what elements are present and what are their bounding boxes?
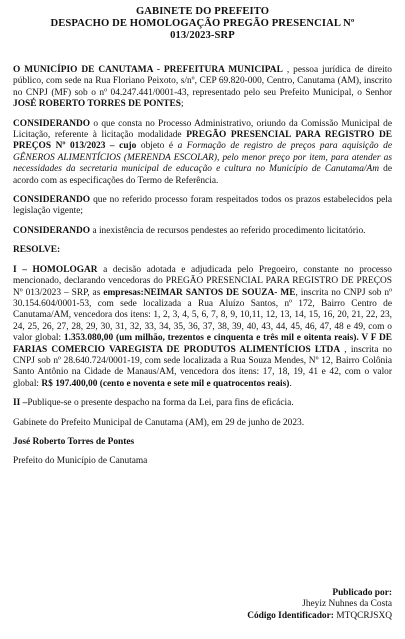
published-by-label: Publicado por:	[332, 588, 392, 598]
resolution-item-2	[13, 398, 392, 409]
consider-keyword: CONSIDERANDO	[13, 225, 91, 236]
consider-text: o que consta no Processo Administrativo, oriundo da Comissão Municipal de Licitação, referente à licitação modalidade	[13, 118, 392, 141]
resolve-heading	[13, 245, 392, 256]
resolution-text: , inscrita no CNPJ sob nº 28.640.724/0001-19, com sede localizada a Rua Souza Mendes, Nº 12, Bairro Colônia Santo Antônio na Cidade de Manaus/AM, vencedora dos itens: 17, 18, 19, 41 e 42, com o valor global:	[13, 344, 392, 389]
signature-role: Prefeito do Município de Canutama	[13, 456, 148, 467]
company-1-value-and-company-2-name: 1.353.080,00 (um milhão, trezentos e cinquenta e três mil e oitenta reais). V F DE FARIAS COMERCIO VAREGISTA DE PRODUTOS ALIMENTÍCIOS LTDA	[13, 333, 392, 355]
code-label: Código Identificador:	[247, 610, 334, 621]
resolve-label: RESOLVE:	[13, 245, 61, 256]
consider-paragraph-3	[13, 226, 392, 237]
header-line-2: DESPACHO DE HOMOLOGAÇÃO PREGÃO PRESENCIAL Nº	[50, 18, 355, 29]
signature-name	[13, 437, 392, 448]
header-line-3: 013/2023-SRP	[170, 30, 235, 41]
resolution-text: a decisão adotada e adjudicada pelo Pregoeiro, constante no processo mencionado, declarando vencedoras do PREGÃO PRESENCIAL PARA REGISTRO DE PREÇOS Nº 013/2023 – SRP, as	[13, 264, 392, 298]
consider-text: de acordo com as especificações do Termo de Referência.	[13, 164, 392, 186]
entity-name: O MUNICÍPIO DE CANUTAMA - PREFEITURA MUNICIPAL	[13, 65, 283, 75]
resolution-item-1	[13, 265, 392, 390]
bid-object: a Formação de registro de preços para aquisição de GÊNEROS ALIMENTÍCIOS (MERENDA ESCOLAR), pelo menor preço por item, para atender as necessidades da secretaria municipal de educação e cultura no Município de Canutama/Am	[13, 141, 392, 175]
consider-text: que no referido processo foram respeitados todos os prazos estabelecidos pela legislação vigente;	[13, 195, 392, 217]
consider-paragraph-1	[13, 119, 392, 187]
intro-paragraph	[13, 65, 392, 111]
consider-keyword: CONSIDERANDO	[13, 118, 91, 129]
homologate-keyword: I – HOMOLOGAR	[13, 264, 98, 275]
bid-reference: PREGÃO PRESENCIAL PARA REGISTRO DE PREÇOS Nº 013/2023 – cujo	[13, 130, 392, 152]
resolution-text: Publique-se o presente despacho na forma da Lei, para fins de eficácia.	[27, 398, 294, 409]
intro-text: , pessoa jurídica de direito público, com sede na Rua Floriano Peixoto, s/nº, CEP 69.820-000, Centro, Canutama (AM), inscrito no CNPJ (MF) sob o nº 04.247.441/0001-43, representado pelo seu Prefeito Municipal, o Senhor	[13, 65, 392, 98]
identifier-code: MTQCRJSXQ	[336, 610, 392, 621]
consider-text: objeto é	[136, 141, 178, 152]
company-1-name: empresas:NEIMAR SANTOS DE SOUZA- ME	[103, 287, 296, 298]
resolution-text: .	[289, 378, 292, 389]
item-2-keyword: II –	[13, 398, 28, 409]
consider-keyword: CONSIDERANDO	[13, 195, 91, 206]
consider-paragraph-2	[13, 195, 392, 218]
place-and-date: Gabinete do Prefeito Municipal de Canutama (AM), em 29 de junho de 2023.	[13, 417, 305, 428]
resolution-text: , inscrita no CNPJ sob nº 30.154.604/0001-53, com sede localizada a Rua Aluízo Santos, nº 172, Bairro Centro de Canutama/AM, vencedora dos itens: 1, 2, 3, 4, 5, 6, 7, 8, 9, 10,11, 12, 13, 14, 15, 16, 20, 21, 22, 23, 24, 25, 26, 27, 28, 29, 30, 31, 32, 33, 34, 35, 36, 37, 38, 39, 40, 43, 44, 45, 46, 47, 48 e 49, com o valor global:	[13, 287, 392, 344]
publisher-name: Jheyiz Nuhnes da Costa	[302, 599, 392, 610]
intro-end: ;	[180, 99, 184, 110]
publication-block	[247, 588, 392, 622]
company-2-value: R$ 197.400,00 (cento e noventa e sete mil e quatrocentos reais)	[41, 378, 290, 389]
consider-text: a inexistência de recursos pendestes ao referido procedimento licitatório.	[90, 225, 366, 236]
signatory: José Roberto Torres de Pontes	[13, 436, 135, 447]
header-line-1: GABINETE DO PREFEITO	[135, 6, 270, 17]
mayor-name: JOSÉ ROBERTO TORRES DE PONTES	[13, 99, 181, 110]
